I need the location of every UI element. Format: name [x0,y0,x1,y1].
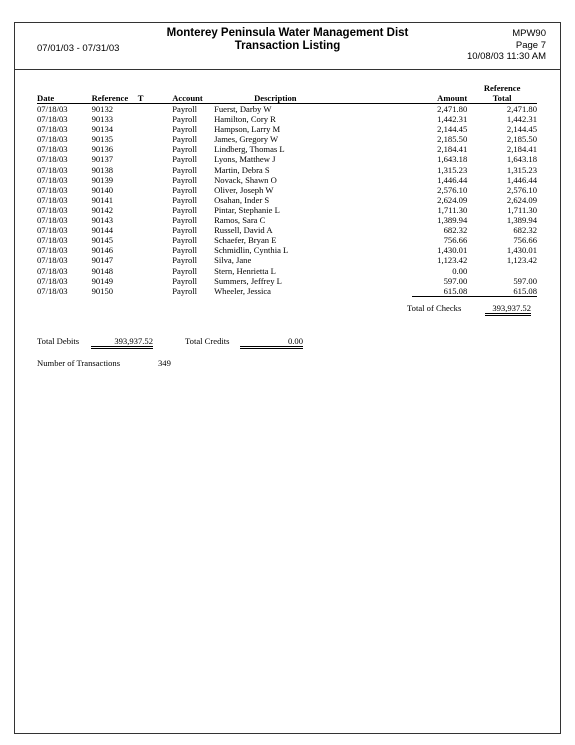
row-reference-total: 615.08 [467,286,537,297]
row-reference-total [467,266,537,276]
row-date: 07/18/03 [37,174,68,185]
row-account: Payroll [172,154,198,165]
row-t [138,124,173,134]
row-date: 07/18/03 [37,285,68,296]
row-amount: 2,144.45 [437,124,468,135]
row-reference-total: 1,315.23 [506,164,537,175]
table-row [37,104,537,115]
row-t [138,255,173,265]
row-reference-total: 2,624.09 [506,194,537,205]
row-account: Payroll [172,164,198,175]
checks-total-label: Total of Checks [407,303,462,313]
row-amount: 2,471.80 [437,104,468,114]
table-row [37,195,537,205]
row-account: Payroll [172,114,198,125]
row-account: Payroll [172,235,198,246]
row-t [138,175,173,185]
row-date: 07/18/03 [37,144,68,155]
row-t [138,195,173,205]
table-row [37,165,537,175]
row-reference: 90140 [91,184,114,195]
row-description: Summers, Jeffrey L [214,275,282,286]
row-date: 07/18/03 [37,235,68,246]
col-reference-total-line1: Reference [483,83,521,93]
row-reference-total: 682.32 [513,225,537,236]
row-reference: 90137 [91,154,114,165]
row-reference-total: 2,144.45 [506,124,537,135]
checks-total-value: 393,937.52 [485,303,531,316]
row-reference-total: 2,471.80 [506,104,537,114]
report-timestamp: 10/08/03 11:30 AM [466,51,546,62]
table-header [37,83,537,104]
row-amount: 2,576.10 [437,184,468,195]
row-amount: 1,389.94 [437,215,468,226]
row-amount: 682.32 [443,225,468,236]
row-reference-total: 2,185.50 [506,134,537,145]
row-reference: 90135 [91,134,114,145]
row-reference: 90132 [91,104,114,114]
row-t [138,276,173,286]
row-date: 07/18/03 [37,255,68,266]
total-debits-wrap [91,336,153,349]
row-date: 07/18/03 [37,194,68,205]
row-amount: 2,624.09 [437,194,468,205]
col-account: Account [172,83,214,104]
row-reference: 90146 [91,245,114,256]
row-reference-total: 2,576.10 [506,184,537,195]
transactions-count-label: Number of Transactions [37,358,121,368]
col-date: Date [37,83,86,104]
row-date: 07/18/03 [37,215,68,226]
table-body [37,104,537,297]
row-t [138,266,173,276]
row-amount: 1,643.18 [437,154,468,165]
row-date: 07/18/03 [37,245,68,256]
row-account: Payroll [172,134,198,145]
row-description: Lyons, Matthew J [214,154,276,165]
row-reference-total: 1,389.94 [506,215,537,226]
page-number: Page 7 [515,40,546,51]
row-description: Russell, David A [214,225,273,236]
row-t [138,286,173,297]
row-description: Ramos, Sara C [214,215,266,226]
table-row [37,114,537,124]
org-name: Monterey Peninsula Water Management Dist [166,27,409,39]
row-amount: 1,430.01 [437,245,468,256]
row-amount: 2,185.50 [437,134,468,145]
row-reference-total: 2,184.41 [506,144,537,155]
row-reference-total: 756.66 [513,235,537,246]
row-t [138,104,173,115]
row-description: Lindberg, Thomas L [214,144,285,155]
table-row [37,276,537,286]
row-reference-total: 1,123.42 [506,255,537,266]
row-reference: 90136 [91,144,114,155]
row-description: Martin, Debra S [214,164,270,175]
row-reference-total: 1,430.01 [506,245,537,256]
row-description: Hampson, Larry M [214,124,281,135]
row-reference: 90142 [91,204,114,215]
row-reference: 90143 [91,215,114,226]
row-date: 07/18/03 [37,265,68,276]
row-description: Stern, Henrietta L [214,265,276,276]
table-row [37,175,537,185]
table-row [37,286,537,297]
row-reference: 90144 [91,225,114,236]
row-description: Osahan, Inder S [214,194,270,205]
row-date: 07/18/03 [37,114,68,125]
row-description: Schaefer, Bryan E [214,235,277,246]
row-reference: 90150 [91,285,114,296]
row-t [138,245,173,255]
header-divider [15,69,560,70]
row-account: Payroll [172,124,198,135]
report-code: MPW90 [512,28,546,39]
row-account: Payroll [172,215,198,226]
row-amount: 0.00 [452,265,468,276]
row-reference-total: 1,711.30 [507,204,537,215]
row-t [138,185,173,195]
date-range: 07/01/03 - 07/31/03 [37,43,120,54]
col-amount: Amount [412,83,467,104]
row-date: 07/18/03 [37,225,68,236]
transactions-table [37,83,537,297]
row-date: 07/18/03 [37,124,68,135]
row-reference: 90139 [91,174,114,185]
report-title: Transaction Listing [234,40,341,52]
transactions-count-value: 349 [158,358,171,368]
table-row [37,205,537,215]
table-row [37,225,537,235]
col-reference-total [467,83,537,104]
row-reference: 90149 [91,275,114,286]
row-account: Payroll [172,184,198,195]
row-reference: 90141 [91,194,114,205]
row-t [138,235,173,245]
row-amount: 1,123.42 [437,255,468,266]
row-reference-total: 1,643.18 [506,154,537,165]
row-description: Novack, Shawn O [214,174,277,185]
row-amount: 1,315.23 [437,164,468,175]
row-amount: 1,446.44 [437,174,468,185]
row-reference: 90138 [91,164,114,175]
total-debits-label: Total Debits [37,336,80,346]
table-row [37,255,537,265]
row-t [138,144,173,154]
row-account: Payroll [172,275,198,286]
row-t [138,165,173,175]
row-t [138,154,173,164]
row-reference-total: 1,442.31 [506,114,537,125]
row-amount: 615.08 [412,286,467,297]
row-account: Payroll [172,204,198,215]
row-t [138,114,173,124]
row-description: Fuerst, Darby W [214,104,272,114]
row-reference: 90133 [91,114,114,125]
row-amount: 1,711.30 [437,204,468,215]
table-row [37,124,537,134]
total-credits-value: 0.00 [240,336,303,349]
checks-total-value-wrap [485,303,531,316]
row-reference-total: 597.00 [513,275,537,286]
row-date: 07/18/03 [37,204,68,215]
row-date: 07/18/03 [37,164,68,175]
row-date: 07/18/03 [37,184,68,195]
row-date: 07/18/03 [37,275,68,286]
total-credits-label: Total Credits [185,336,230,346]
row-t [138,225,173,235]
row-account: Payroll [172,225,198,236]
row-t [138,205,173,215]
table-row [37,266,537,276]
row-amount: 597.00 [443,275,468,286]
table-row [37,134,537,144]
row-date: 07/18/03 [37,104,68,114]
row-account: Payroll [172,245,198,256]
col-reference-total-line2: Total [492,93,512,103]
table-row [37,215,537,225]
row-account: Payroll [172,104,198,114]
row-account: Payroll [172,194,198,205]
row-description: James, Gregory W [214,134,279,145]
row-amount: 2,184.41 [437,144,468,155]
row-reference: 90134 [91,124,114,135]
total-credits-wrap [240,336,303,349]
row-account: Payroll [172,255,198,266]
col-t: T [138,83,173,104]
row-account: Payroll [172,265,198,276]
row-date: 07/18/03 [37,154,68,165]
row-description: Silva, Jane [214,255,252,266]
row-description: Schmidlin, Cynthia L [214,245,289,256]
table-row [37,154,537,164]
table-row [37,144,537,154]
row-reference: 90145 [91,235,114,246]
table-row [37,185,537,195]
row-description: Wheeler, Jessica [214,285,271,296]
col-reference: Reference [86,83,138,104]
row-date: 07/18/03 [37,134,68,145]
row-t [138,215,173,225]
report-page [14,22,561,734]
row-t [138,134,173,144]
table-row [37,235,537,245]
row-amount: 756.66 [443,235,468,246]
table-row [37,245,537,255]
row-account: Payroll [172,144,198,155]
row-reference: 90148 [91,265,114,276]
total-debits-value: 393,937.52 [91,336,153,349]
row-description: Pintar, Stephanie L [214,204,280,215]
row-account: Payroll [172,174,198,185]
row-reference-total: 1,446.44 [506,174,537,185]
row-amount: 1,442.31 [437,114,468,125]
row-description: Hamilton, Cory R [214,114,276,125]
row-description: Oliver, Joseph W [214,184,274,195]
row-account: Payroll [172,285,198,296]
row-reference: 90147 [91,255,114,266]
col-description: Description [214,83,412,104]
